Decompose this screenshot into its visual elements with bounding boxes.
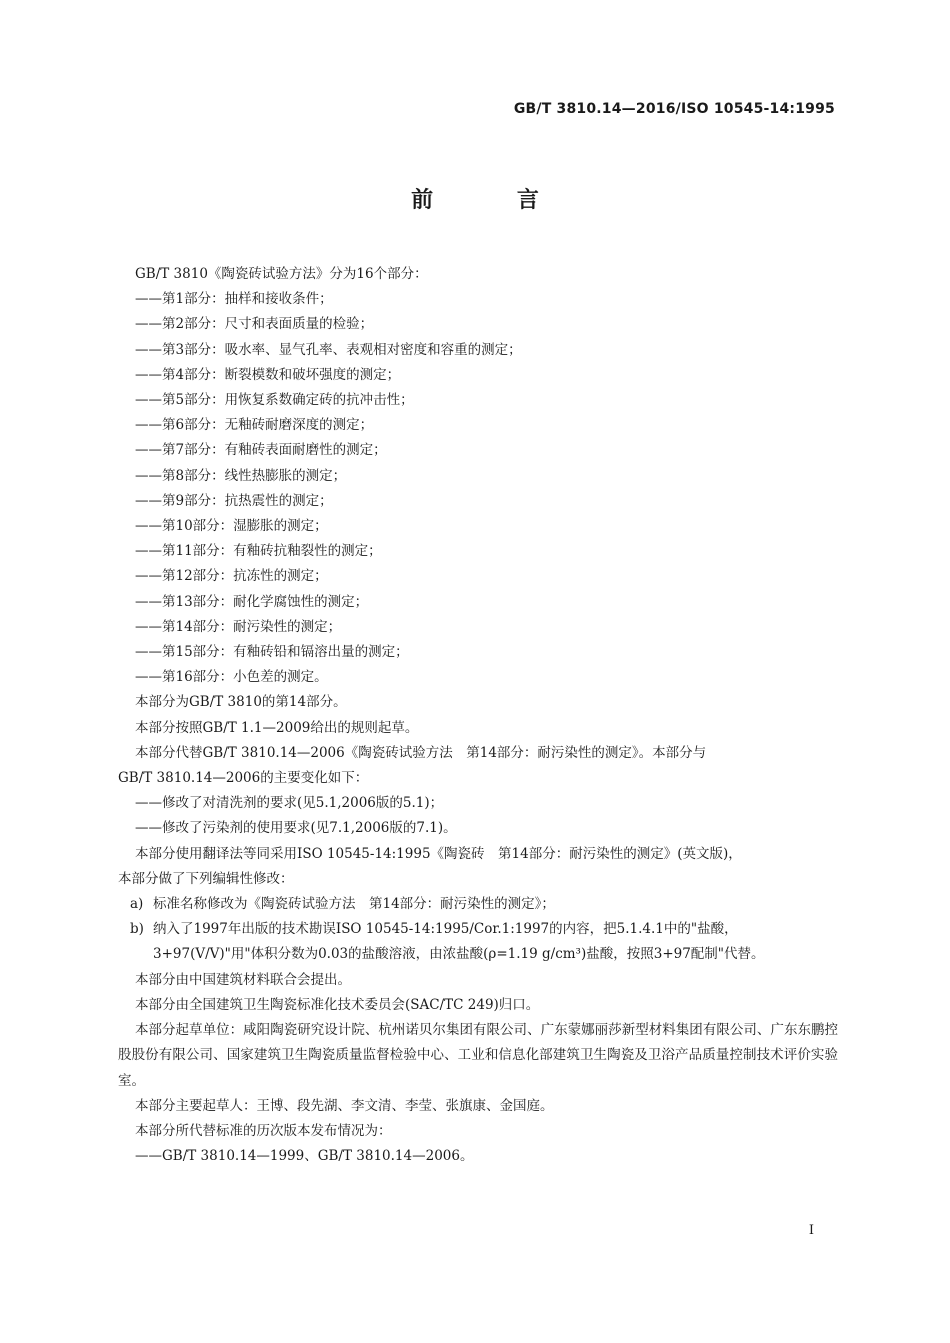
list-item: ——第3部分：吸水率、显气孔率、表观相对密度和容重的测定； bbox=[135, 341, 522, 358]
list-item: ——第7部分：有釉砖表面耐磨性的测定； bbox=[135, 442, 387, 459]
list-item: ——第10部分：湿膨胀的测定； bbox=[135, 518, 328, 535]
page-number: I bbox=[808, 1223, 814, 1238]
change-item: ——修改了污染剂的使用要求(见7.1,2006版的7.1)。 bbox=[135, 820, 457, 837]
history-paragraph: 本部分所代替标准的历次版本发布情况为： bbox=[135, 1122, 392, 1139]
edit-item bbox=[118, 892, 838, 917]
list-item: ——第15部分：有釉砖铅和镉溶出量的测定； bbox=[135, 644, 409, 661]
list-item: ——第5部分：用恢复系数确定砖的抗冲击性； bbox=[135, 392, 414, 409]
drafters-paragraph: 本部分主要起草人：王博、段先湖、李文清、李莹、张旗康、金国庭。 bbox=[135, 1097, 554, 1114]
change-item: ——修改了对清洗剂的要求(见5.1,2006版的5.1)； bbox=[135, 795, 444, 812]
list-item: ——第6部分：无釉砖耐磨深度的测定； bbox=[135, 417, 374, 434]
list-item: ——第4部分：断裂模数和破坏强度的测定； bbox=[135, 366, 401, 383]
list-item: ——第11部分：有釉砖抗釉裂性的测定； bbox=[135, 543, 382, 560]
parts-list bbox=[118, 287, 838, 690]
drafting-units-paragraph: 本部分起草单位：咸阳陶瓷研究设计院、杭州诺贝尔集团有限公司、广东蒙娜丽莎新型材料集团有限公司、广东东鹏控股股份有限公司、国家建筑卫生陶瓷质量监督检验中心、工业和信息化部建筑卫生陶瓷及卫浴产品质量控制技术评价实验室。 bbox=[118, 1022, 838, 1089]
drafting-rules-paragraph: 本部分按照GB/T 1.1—2009给出的规则起草。 bbox=[135, 719, 419, 736]
intro-paragraph: GB/T 3810《陶瓷砖试验方法》分为16个部分： bbox=[135, 266, 428, 282]
edit-marker: a) bbox=[130, 896, 144, 913]
standard-code: GB/T 3810.14—2016/ISO 10545-14:1995 bbox=[513, 101, 835, 117]
proposed-paragraph: 本部分由中国建筑材料联合会提出。 bbox=[135, 971, 351, 988]
edit-text: 标准名称修改为《陶瓷砖试验方法 第14部分：耐污染性的测定》； bbox=[153, 896, 555, 913]
list-item: ——第8部分：线性热膨胀的测定； bbox=[135, 467, 347, 484]
list-item: ——第9部分：抗热震性的测定； bbox=[135, 492, 333, 509]
list-item: ——第14部分：耐污染性的测定； bbox=[135, 618, 342, 635]
list-item: ——第1部分：抽样和接收条件； bbox=[135, 291, 333, 308]
translation-paragraph-line1: 本部分使用翻译法等同采用ISO 10545-14:1995《陶瓷砖 第14部分：耐污染性的测定》(英文版)， bbox=[135, 845, 742, 862]
edit-item bbox=[118, 917, 838, 967]
part-of-paragraph: 本部分为GB/T 3810的第14部分。 bbox=[135, 694, 347, 711]
list-item: ——第13部分：耐化学腐蚀性的测定； bbox=[135, 593, 369, 610]
foreword-body bbox=[118, 262, 838, 1169]
replaces-paragraph-line1: 本部分代替GB/T 3810.14—2006《陶瓷砖试验方法 第14部分：耐污染性的测定》。本部分与 bbox=[135, 744, 707, 761]
edit-marker: b) bbox=[130, 921, 144, 938]
translation-paragraph-line2: 本部分做了下列编辑性修改： bbox=[118, 870, 294, 887]
list-item: ——第16部分：小色差的测定。 bbox=[135, 669, 328, 686]
centralized-paragraph: 本部分由全国建筑卫生陶瓷标准化技术委员会(SAC/TC 249)归口。 bbox=[135, 996, 540, 1013]
page-title: 前 言 bbox=[411, 188, 577, 213]
list-item: ——第12部分：抗冻性的测定； bbox=[135, 568, 328, 585]
replaces-paragraph-line2: GB/T 3810.14—2006的主要变化如下： bbox=[118, 770, 369, 787]
edit-text: 纳入了1997年出版的技术勘误ISO 10545-14:1995/Cor.1:1997的内容，把5.1.4.1中的"盐酸，3+97(V/V)"用"体积分数为0.03的盐酸溶液，由浓盐酸(ρ=1.19 g/cm³)盐酸，按照3+97配制"代替。 bbox=[153, 921, 765, 963]
list-item: ——第2部分：尺寸和表面质量的检验； bbox=[135, 316, 374, 333]
history-item: ——GB/T 3810.14—1999、GB/T 3810.14—2006。 bbox=[135, 1148, 474, 1165]
